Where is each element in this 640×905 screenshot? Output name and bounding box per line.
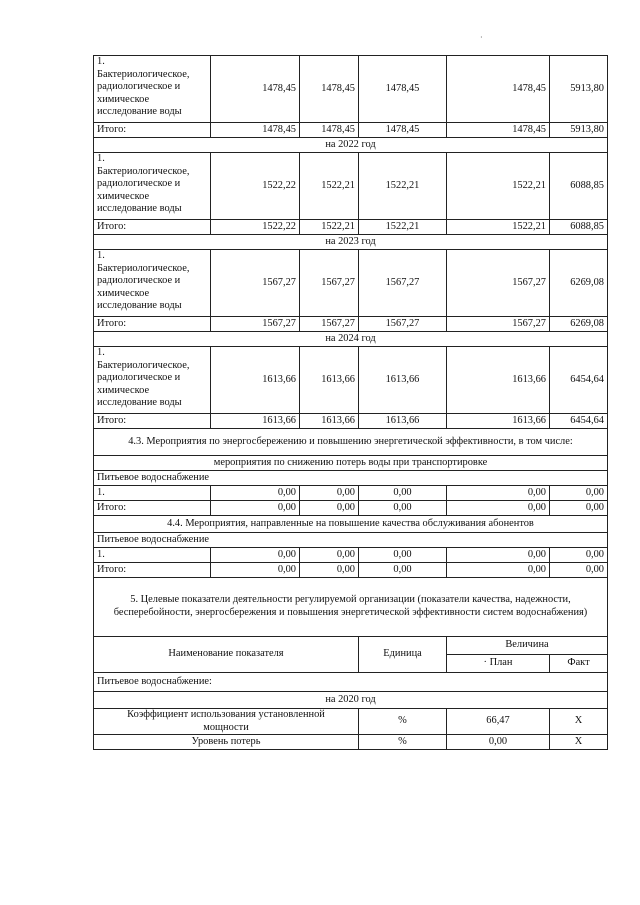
value-cell: 0,00 [447,486,550,501]
total-row [94,414,608,429]
value-cell: 1567,27 [211,317,300,332]
value-cell: 1522,21 [359,220,447,235]
item-row [94,486,608,501]
value-cell: 0,00 [211,548,300,563]
scan-mark: · [480,33,483,42]
total-row [94,317,608,332]
value-cell: 1522,21 [447,220,550,235]
year-heading-text: на 2020 год [94,692,608,709]
group-heading [94,673,608,692]
item-row [94,153,608,220]
total-row [94,123,608,138]
value-cell: 1478,45 [300,123,359,138]
year-heading-text: на 2022 год [94,138,608,153]
value-cell: 0,00 [359,486,447,501]
group-heading-text: Питьевое водоснабжение: [94,673,608,692]
value-cell: 0,00 [447,548,550,563]
value-cell: 1478,45 [359,56,447,123]
value-cell: 5913,80 [550,123,608,138]
value-cell: 1522,21 [447,153,550,220]
value-cell: 0,00 [550,548,608,563]
value-header: Величина [447,637,608,655]
value-cell: 1478,45 [447,56,550,123]
row-label: Итого: [94,563,211,578]
value-cell: 0,00 [359,563,447,578]
value-cell: 1613,66 [211,414,300,429]
value-cell: 1567,27 [300,250,359,317]
row-label: 1. [94,548,211,563]
year-heading [94,138,608,153]
row-label: Итого: [94,414,211,429]
value-cell: 1478,45 [447,123,550,138]
item-row [94,56,608,123]
value-cell: 6454,64 [550,414,608,429]
row-label: Итого: [94,123,211,138]
section-heading-text: 4.4. Мероприятия, направленные на повышение качества обслуживания абонентов [94,516,608,533]
value-cell: 1478,45 [211,123,300,138]
value-cell: 1567,27 [211,250,300,317]
row-label: 1. Бактериологическое, радиологическое и химическое исследование воды [94,347,211,414]
total-row [94,563,608,578]
row-label: Итого: [94,501,211,516]
indicator-unit: % [359,735,447,750]
indicator-name: Коэффициент использования установленной мощности [94,709,359,735]
value-cell: 6269,08 [550,317,608,332]
group-heading-text: Питьевое водоснабжение [94,533,608,548]
year-heading [94,235,608,250]
year-heading [94,332,608,347]
unit-header: Единица [359,637,447,673]
cost-table [93,55,608,750]
value-cell: 1522,22 [211,220,300,235]
group-heading-text: Питьевое водоснабжение [94,471,608,486]
value-cell: 5913,80 [550,56,608,123]
item-row [94,250,608,317]
value-cell: 1567,27 [359,317,447,332]
value-cell: 0,00 [550,501,608,516]
section-heading [94,578,608,637]
indicator-unit: % [359,709,447,735]
value-cell: 1522,21 [300,153,359,220]
indicator-row [94,709,608,735]
value-cell: 0,00 [359,548,447,563]
indicator-name-header: Наименование показателя [94,637,359,673]
row-label: Итого: [94,317,211,332]
value-cell: 0,00 [300,501,359,516]
value-cell: 0,00 [300,486,359,501]
indicator-row [94,735,608,750]
value-cell: 6088,85 [550,220,608,235]
value-cell: 1522,22 [211,153,300,220]
indicator-plan: 0,00 [447,735,550,750]
value-cell: 0,00 [359,501,447,516]
indicator-name: Уровень потерь [94,735,359,750]
value-cell: 6088,85 [550,153,608,220]
value-cell: 1478,45 [359,123,447,138]
value-cell: 1613,66 [300,347,359,414]
indicator-header [94,637,608,655]
value-cell: 1613,66 [447,347,550,414]
value-cell: 1613,66 [359,347,447,414]
row-label: Итого: [94,220,211,235]
year-heading-text: на 2024 год [94,332,608,347]
value-cell: 1478,45 [211,56,300,123]
value-cell: 1522,21 [359,153,447,220]
value-cell: 1613,66 [447,414,550,429]
value-cell: 0,00 [300,563,359,578]
total-row [94,501,608,516]
plan-header: · План [447,655,550,673]
section-heading-text: 5. Целевые показатели деятельности регулируемой организации (показатели качества, надежности, бесперебойности, энергосбережения и повышения энергетической эффективности систем водоснабжения) [94,578,608,637]
total-row [94,220,608,235]
item-row [94,347,608,414]
value-cell: 1567,27 [447,317,550,332]
indicator-fact: X [550,735,608,750]
group-heading [94,471,608,486]
value-cell: 6454,64 [550,347,608,414]
value-cell: 0,00 [211,486,300,501]
value-cell: 1567,27 [447,250,550,317]
row-label: 1. Бактериологическое, радиологическое и химическое исследование воды [94,56,211,123]
year-heading [94,692,608,709]
value-cell: 1478,45 [300,56,359,123]
indicator-plan: 66,47 [447,709,550,735]
value-cell: 1613,66 [211,347,300,414]
value-cell: 0,00 [550,486,608,501]
value-cell: 1567,27 [359,250,447,317]
row-label: 1. [94,486,211,501]
group-heading [94,533,608,548]
value-cell: 1613,66 [300,414,359,429]
row-label: 1. Бактериологическое, радиологическое и химическое исследование воды [94,153,211,220]
value-cell: 0,00 [211,501,300,516]
year-heading-text: на 2023 год [94,235,608,250]
item-row [94,548,608,563]
value-cell: 1613,66 [359,414,447,429]
value-cell: 0,00 [447,563,550,578]
value-cell: 1567,27 [300,317,359,332]
value-cell: 0,00 [300,548,359,563]
section-heading [94,429,608,456]
subsection-heading [94,456,608,471]
value-cell: 0,00 [447,501,550,516]
section-heading [94,516,608,533]
value-cell: 0,00 [211,563,300,578]
subsection-heading-text: мероприятия по снижению потерь воды при транспортировке [94,456,608,471]
document-page [93,55,607,750]
indicator-fact: X [550,709,608,735]
value-cell: 1522,21 [300,220,359,235]
section-heading-text: 4.3. Мероприятия по энергосбережению и повышению энергетической эффективности, в том числе: [94,429,608,456]
value-cell: 6269,08 [550,250,608,317]
value-cell: 0,00 [550,563,608,578]
row-label: 1. Бактериологическое, радиологическое и химическое исследование воды [94,250,211,317]
fact-header: Факт [550,655,608,673]
